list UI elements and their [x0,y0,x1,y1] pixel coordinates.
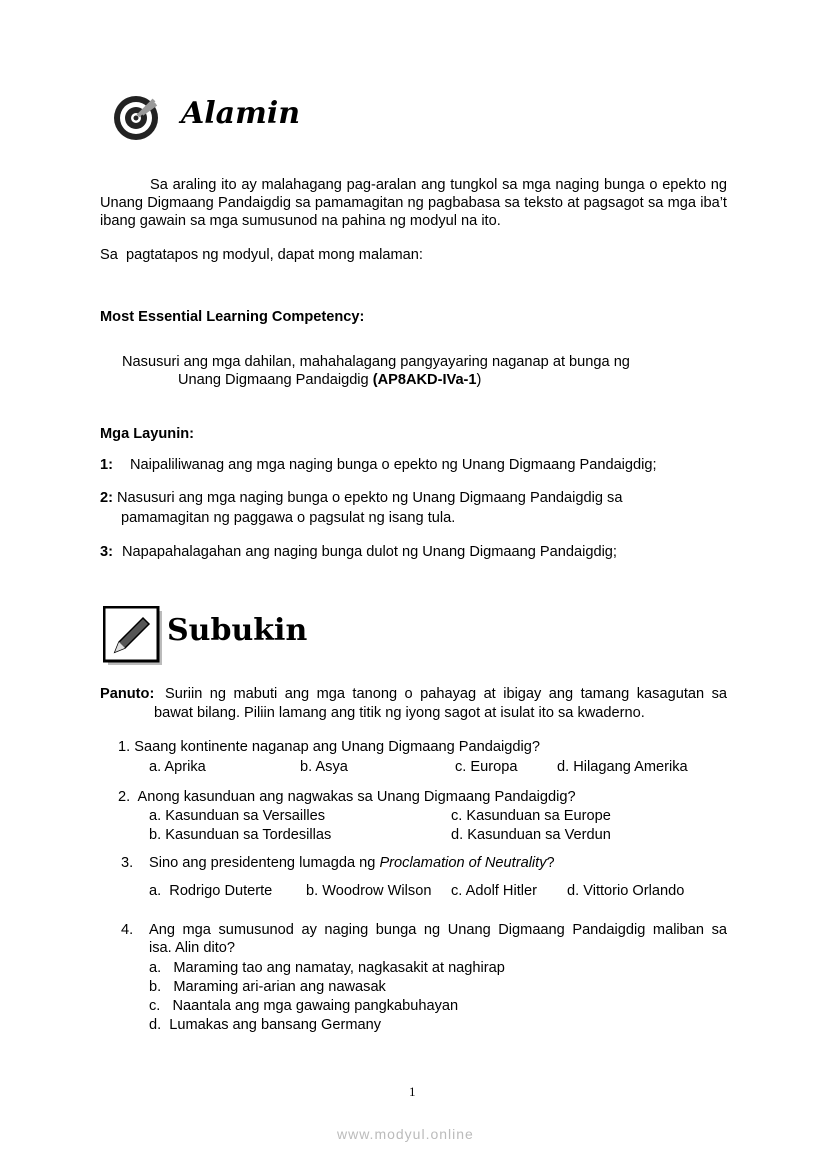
layunin-text: Napapahalagahan ang naging bunga dulot ng Unang Digmaang Pandaigdig; [122,544,617,560]
q3-text-end: ? [546,855,555,871]
question-3 [149,854,555,872]
q2-option-a: a. Kasunduan sa Versailles [149,808,326,824]
q3-option-a: a. Rodrigo Duterte [149,883,273,899]
q4-number: 4. [121,922,134,938]
q2-option-b: b. Kasunduan sa Tordesillas [149,827,332,843]
layunin-text: Nasusuri ang mga naging bunga o epekto ng Unang Digmaang Pandaigdig sa [117,490,623,506]
question-1: 1. Saang kontinente naganap ang Unang Digmaang Pandaigdig? [118,739,540,755]
q4-option-b: b. Maraming ari-arian ang nawasak [149,979,386,995]
section-title-subukin: Subukin [167,613,308,648]
melc-line-2 [178,371,481,389]
q1-option-a: a. Aprika [149,759,206,775]
section-title-alamin: Alamin [181,96,301,131]
q2-option-d: d. Kasunduan sa Verdun [451,827,611,843]
q3-option-d: d. Vittorio Orlando [567,883,685,899]
q1-option-b: b. Asya [300,759,348,775]
target-icon [112,92,162,142]
melc-heading: Most Essential Learning Competency: [100,309,365,325]
layunin-num: 2: [100,490,113,506]
melc-close: ) [476,372,482,388]
layunin-num: 1: [100,457,113,473]
q3-text: Sino ang presidenteng lumagda ng [149,855,380,871]
watermark: www.modyul.online [337,1126,474,1142]
question-4-line-1: Ang mga sumusunod ay naging bunga ng Unang Digmaang Pandaigdig maliban sa [149,922,727,938]
melc-line-1: Nasusuri ang mga dahilan, mahahalagang pangyayaring naganap at bunga ng [122,354,630,370]
melc-text: Unang Digmaang Pandaigdig [178,372,369,388]
intro-paragraph: Sa araling ito ay malahagang pag-aralan ang tungkol sa mga naging bunga o epekto ng Unang Digmaang Pandaigdig sa pamamagitan ng pagbabasa sa teksto at pagsagot sa mga iba’t ibang gawain sa mga sumusunod na pahina ng modyul na ito. [100,177,727,229]
q3-option-b: b. Woodrow Wilson [306,883,432,899]
layunin-num: 3: [100,544,113,560]
layunin-text: Naipaliliwanag ang mga naging bunga o epekto ng Unang Digmaang Pandaigdig; [130,457,657,473]
page-number: 1 [409,1084,416,1099]
q2-option-c: c. Kasunduan sa Europe [451,808,611,824]
q3-text-emphasis: Proclamation of Neutrality [379,855,547,871]
panuto-line-1: Suriin ng mabuti ang mga tanong o pahayag at ibigay ang tamang kasagutan sa [165,686,727,702]
q4-option-d: d. Lumakas ang bansang Germany [149,1017,382,1033]
intro-paragraph-2: Sa pagtatapos ng modyul, dapat mong malaman: [100,247,423,263]
layunin-text-cont: pamamagitan ng paggawa o pagsulat ng isang tula. [121,510,456,526]
q3-option-c: c. Adolf Hitler [451,883,537,899]
q4-option-c: c. Naantala ang mga gawaing pangkabuhayan [149,998,459,1014]
question-2: 2. Anong kasunduan ang nagwakas sa Unang Digmaang Pandaigdig? [118,789,576,805]
panuto-label: Panuto: [100,686,155,702]
pencil-icon [103,606,163,666]
q3-number: 3. [121,855,134,871]
q1-option-c: c. Europa [455,759,518,775]
panuto-line-2: bawat bilang. Piliin lamang ang titik ng iyong sagot at isulat ito sa kwaderno. [154,705,645,721]
q4-option-a: a. Maraming tao ang namatay, nagkasakit at naghirap [149,960,505,976]
layunin-heading: Mga Layunin: [100,426,195,442]
melc-code: (AP8AKD-IVa-1 [372,372,477,388]
q1-option-d: d. Hilagang Amerika [557,759,688,775]
question-4-line-2: isa. Alin dito? [149,940,235,956]
